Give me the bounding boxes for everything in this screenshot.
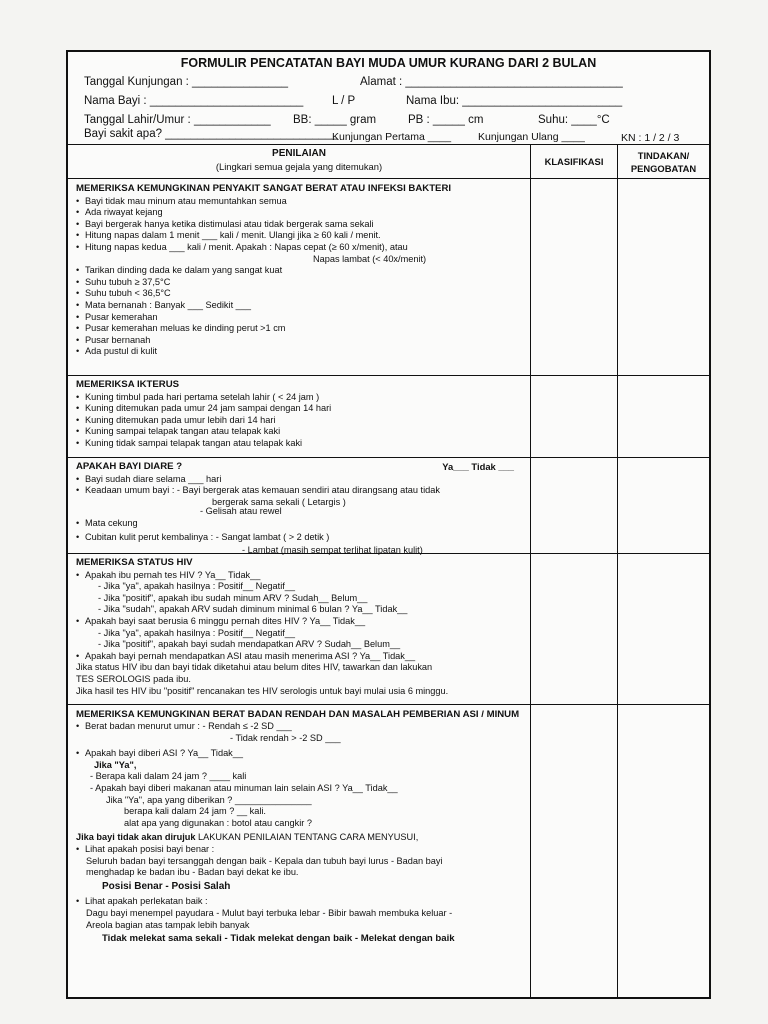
list-subitem[interactable]: - Jika "ya", apakah hasilnya : Positif__ Negatif__ <box>98 627 296 638</box>
list-item[interactable]: • Kuning sampai telapak tangan atau telapak kaki <box>76 426 526 438</box>
list-item-continuation[interactable]: - Gelisah atau rewel <box>200 506 282 517</box>
list-item[interactable]: • Apakah bayi saat berusia 6 minggu pernah dites HIV ? Ya__ Tidak__ <box>76 616 526 628</box>
section-diarrhea-title: APAKAH BAYI DIARE ? <box>76 461 183 472</box>
list-subitem[interactable]: - Apakah bayi diberi makanan atau minuman lain selain ASI ? Ya__ Tidak__ <box>90 782 398 793</box>
list-item[interactable]: • Apakah ibu pernah tes HIV ? Ya__ Tidak__ <box>76 570 526 582</box>
classification-column-header: KLASIFIKASI <box>544 156 604 167</box>
section-hiv <box>76 557 526 697</box>
diarrhea-yes-no[interactable]: Ya___ Tidak ___ <box>442 461 514 472</box>
list-item[interactable]: • Tarikan dinding dada ke dalam yang sangat kuat <box>76 265 526 277</box>
list-item-continuation[interactable]: - Lambat (masih sempat terlihat lipatan kulit) <box>242 545 423 556</box>
list-item[interactable]: • Apakah bayi pernah mendapatkan ASI atau masih menerima ASI ? Ya__ Tidak__ <box>76 651 526 663</box>
section-divider-2 <box>68 457 709 458</box>
hiv-note: Jika status HIV ibu dan bayi tidak diketahui atau belum dites HIV, tawarkan dan lakukan <box>76 662 433 673</box>
list-item[interactable]: • Lihat apakah perlekatan baik : <box>76 896 526 908</box>
list-item[interactable]: • Pusar kemerahan <box>76 312 526 324</box>
list-subitem[interactable]: - Jika "sudah", apakah ARV sudah diminum minimal 6 bulan ? Ya__ Tidak__ <box>98 604 408 615</box>
list-item[interactable]: • Suhu tubuh ≥ 37,5°C <box>76 277 526 289</box>
list-subitem[interactable]: alat apa yang digunakan : botol atau cangkir ? <box>124 817 312 828</box>
mother-name-field[interactable]: Nama Ibu: _________________________ <box>406 95 623 107</box>
list-item[interactable]: • Berat badan menurut umur : - Rendah ≤ -2 SD ___ <box>76 721 526 733</box>
list-item-continuation[interactable]: - Tidak rendah > -2 SD ___ <box>230 732 341 743</box>
section-diarrhea <box>76 461 526 557</box>
sex-field[interactable]: L / P <box>332 95 356 107</box>
list-item[interactable]: • Kuning tidak sampai telapak tangan atau telapak kaki <box>76 438 526 450</box>
list-item[interactable]: • Pusar kemerahan meluas ke dinding perut >1 cm <box>76 323 526 335</box>
list-subitem[interactable]: - Jika "positif", apakah bayi sudah mendapatkan ARV ? Sudah__ Belum__ <box>98 639 401 650</box>
list-item[interactable]: • Cubitan kulit perut kembalinya : - Sangat lambat ( > 2 detik ) <box>76 532 526 544</box>
attachment-criteria: Areola bagian atas tampak lebih banyak <box>86 919 250 930</box>
section-jaundice-title: MEMERIKSA IKTERUS <box>76 379 180 390</box>
length-field[interactable]: PB : _____ cm <box>408 114 484 126</box>
position-options[interactable]: Posisi Benar - Posisi Salah <box>102 880 231 892</box>
list-item[interactable]: • Ada pustul di kulit <box>76 346 526 358</box>
list-item[interactable]: • Ada riwayat kejang <box>76 207 526 219</box>
list-item[interactable]: • Pusar bernanah <box>76 335 526 347</box>
column-divider-1 <box>530 144 531 997</box>
list-item[interactable]: • Bayi sudah diare selama ___ hari <box>76 474 526 486</box>
attachment-criteria: Dagu bayi menempel payudara - Mulut bayi terbuka lebar - Bibir bawah membuka keluar - <box>86 907 453 918</box>
section-low-weight-title: MEMERIKSA KEMUNGKINAN BERAT BADAN RENDAH DAN MASALAH PEMBERIAN ASI / MINUM <box>76 709 520 720</box>
list-item[interactable]: • Kuning ditemukan pada umur 24 jam sampai dengan 14 hari <box>76 403 526 415</box>
list-item[interactable]: • Mata bernanah : Banyak ___ Sedikit ___ <box>76 300 526 312</box>
list-subitem[interactable]: - Berapa kali dalam 24 jam ? ____ kali <box>90 771 247 782</box>
kn-field[interactable]: KN : 1 / 2 / 3 <box>621 132 680 144</box>
position-criteria: menghadap ke badan ibu - Badan bayi dekat ke ibu. <box>86 867 299 878</box>
if-yes-label: Jika "Ya", <box>94 759 137 770</box>
baby-name-field[interactable]: Nama Bayi : ________________________ <box>84 95 304 107</box>
breastfeeding-instruction <box>76 832 526 844</box>
section-low-weight <box>76 709 526 945</box>
section-hiv-title: MEMERIKSA STATUS HIV <box>76 557 193 568</box>
address-field[interactable]: Alamat : __________________________________ <box>360 76 623 88</box>
treatment-column-header: TINDAKAN/ PENGOBATAN <box>630 150 697 174</box>
list-item[interactable]: • Kuning timbul pada hari pertama setelah lahir ( < 24 jam ) <box>76 392 526 404</box>
list-subitem[interactable]: Jika "Ya", apa yang diberikan ? _______________ <box>106 794 312 805</box>
birth-date-field[interactable]: Tanggal Lahir/Umur : ____________ <box>84 114 271 126</box>
list-item[interactable]: • Hitung napas kedua ___ kali / menit. Apakah : Napas cepat (≥ 60 x/menit), atau <box>76 242 526 254</box>
hiv-note: TES SEROLOGIS pada ibu. <box>76 673 191 684</box>
column-divider-2 <box>617 144 618 997</box>
section-jaundice <box>76 379 526 450</box>
list-item[interactable]: • Lihat apakah posisi bayi benar : <box>76 844 526 856</box>
list-subitem[interactable]: berapa kali dalam 24 jam ? __ kali. <box>124 806 266 817</box>
assessment-column-header: PENILAIAN <box>272 148 326 159</box>
slow-breathing-option[interactable]: Napas lambat (< 40x/menit) <box>313 253 427 264</box>
illness-field[interactable]: Bayi sakit apa? ___________________________ <box>84 128 338 140</box>
section-divider-4 <box>68 704 709 705</box>
list-subitem[interactable]: - Jika "positif", apakah ibu sudah minum ARV ? Sudah__ Belum__ <box>98 592 368 603</box>
visit-date-field[interactable]: Tanggal Kunjungan : _______________ <box>84 76 288 88</box>
first-visit-field[interactable]: Kunjungan Pertama ____ <box>332 131 452 143</box>
form-title: FORMULIR PENCATATAN BAYI MUDA UMUR KURANG DARI 2 BULAN <box>180 56 597 70</box>
assessment-column-subheader: (Lingkari semua gejala yang ditemukan) <box>215 161 383 172</box>
list-item[interactable]: • Hitung napas dalam 1 menit ___ kali / menit. Ulangi jika ≥ 60 kali / menit. <box>76 230 526 242</box>
header-top-rule <box>68 144 709 145</box>
list-item[interactable]: • Bayi bergerak hanya ketika distimulasi atau tidak bergerak sama sekali <box>76 219 526 231</box>
attachment-options[interactable]: Tidak melekat sama sekali - Tidak melekat dengan baik - Melekat dengan baik <box>102 933 455 945</box>
list-subitem[interactable]: - Jika "ya", apakah hasilnya : Positif__ Negatif__ <box>98 581 296 592</box>
list-item[interactable]: • Mata cekung <box>76 518 526 530</box>
section-infection-title: MEMERIKSA KEMUNGKINAN PENYAKIT SANGAT BERAT ATAU INFEKSI BAKTERI <box>76 183 452 194</box>
list-item[interactable]: • Apakah bayi diberi ASI ? Ya__ Tidak__ <box>76 748 526 760</box>
list-item[interactable]: • Suhu tubuh < 36,5°C <box>76 288 526 300</box>
list-item-continuation[interactable]: bergerak sama sekali ( Letargis ) <box>212 496 346 507</box>
list-item[interactable]: • Kuning ditemukan pada umur lebih dari 14 hari <box>76 415 526 427</box>
list-item[interactable]: • Keadaan umum bayi : - Bayi bergerak atas kemauan sendiri atau dirangsang atau tidak <box>76 485 526 497</box>
section-infection <box>76 183 526 358</box>
weight-field[interactable]: BB: _____ gram <box>293 114 377 126</box>
hiv-note: Jika hasil tes HIV ibu "positif" rencanakan tes HIV serologis untuk bayi mulai usia 6 minggu. <box>76 685 449 696</box>
list-item[interactable]: • Bayi tidak mau minum atau memuntahkan semua <box>76 196 526 208</box>
section-divider-1 <box>68 375 709 376</box>
position-criteria: Seluruh badan bayi tersanggah dengan baik - Kepala dan tubuh bayi lurus - Badan bayi <box>86 855 443 866</box>
form-sheet <box>66 50 711 999</box>
header-bottom-rule <box>68 178 709 179</box>
repeat-visit-field[interactable]: Kunjungan Ulang ____ <box>478 131 585 143</box>
temperature-field[interactable]: Suhu: ____°C <box>538 114 610 126</box>
breastfeeding-instruction-lead: Jika bayi tidak akan dirujuk <box>76 832 196 843</box>
breastfeeding-instruction-text: LAKUKAN PENILAIAN TENTANG CARA MENYUSUI, <box>195 832 419 843</box>
